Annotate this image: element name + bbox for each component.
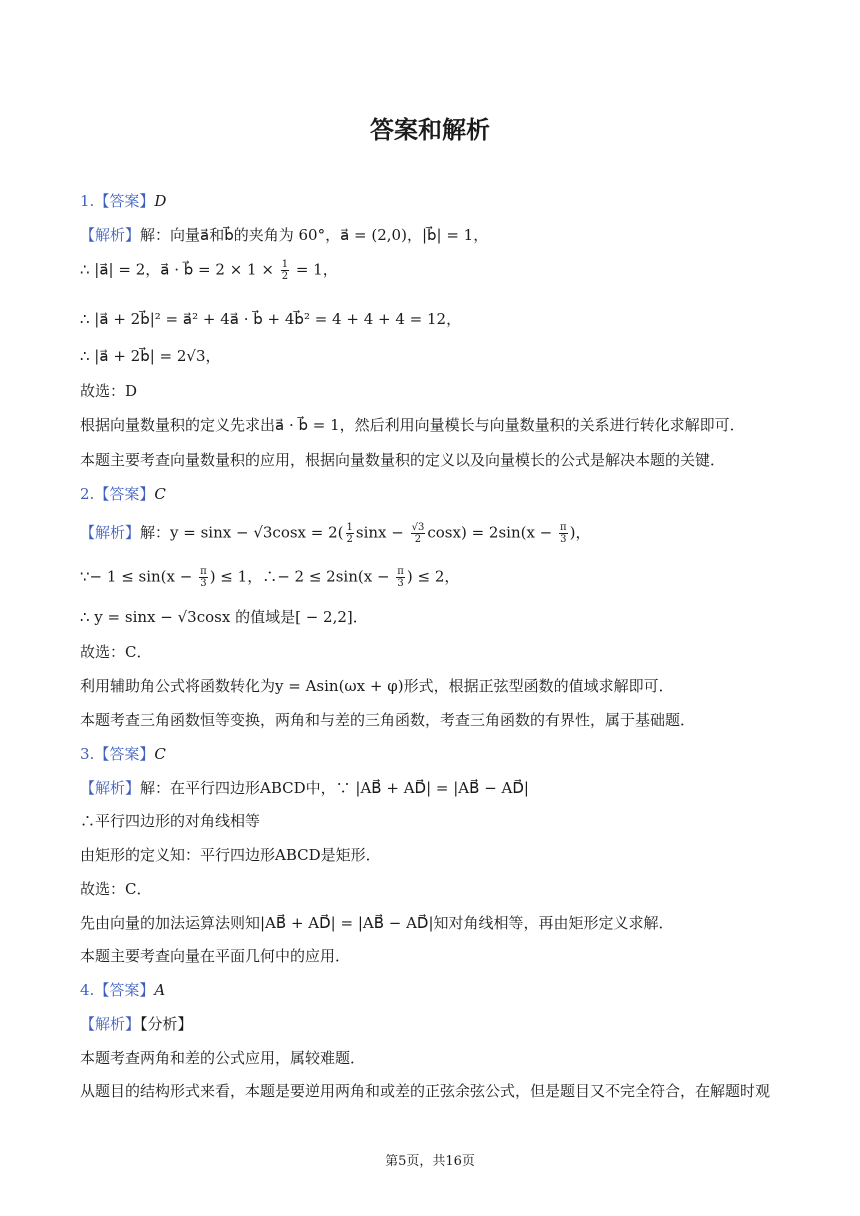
q1-analysis-line6: 根据向量数量积的定义先求出a⃗ · b⃗ = 1，然后利用向量模长与向量数量积的关系进行转化求解即可． xyxy=(80,416,745,434)
page-title: 答案和解析 xyxy=(370,116,490,144)
q2-frac2-den: 2 xyxy=(414,534,422,545)
q3-analysis-line6: 本题主要考查向量在平面几何中的应用． xyxy=(80,947,351,965)
q2-text-1b: sinx − xyxy=(355,523,409,542)
q3-answer: C xyxy=(154,745,166,763)
q2-fraction-3 xyxy=(559,522,568,545)
q4-analysis-line2: 本题考查两角和差的公式应用，属较难题． xyxy=(80,1049,366,1067)
q4-analysis-line1 xyxy=(80,1014,193,1034)
q2-frac4-den: 3 xyxy=(200,578,207,589)
q1-frac-num: 1 xyxy=(281,259,289,270)
q3-number: 3. xyxy=(80,745,95,763)
q3-text-1: 解：在平行四边形ABCD中，∵ |AB⃗ + AD⃗| = |AB⃗ − AD⃗| xyxy=(140,779,529,797)
q4-answer-tag: 【答案】 xyxy=(94,981,155,999)
q2-analysis-line6: 本题考查三角函数恒等变换，两角和与差的三角函数，考查三角函数的有界性，属于基础题． xyxy=(80,711,696,729)
q2-answer-tag: 【答案】 xyxy=(94,485,155,503)
q2-fraction-2 xyxy=(411,522,426,545)
q3-analysis-line4: 故选：C． xyxy=(80,880,152,898)
q2-analysis-line5: 利用辅助角公式将函数转化为y = Asin(ωx + φ)形式，根据正弦型函数的值域求解即可． xyxy=(80,677,674,695)
q4-answer: A xyxy=(154,981,166,999)
q3-analysis-line2: ∴平行四边形的对角线相等 xyxy=(80,812,261,830)
q1-fraction xyxy=(281,259,289,282)
q2-frac4-num: π xyxy=(200,566,207,577)
q3-analysis-line3: 由矩形的定义知：平行四边形ABCD是矩形． xyxy=(80,846,381,864)
q1-analysis-line1 xyxy=(80,225,488,245)
q3-analysis-line1 xyxy=(80,778,529,798)
q1-text-2: ∴ |a⃗| = 2，a⃗ · b⃗ = 2 × 1 × xyxy=(80,260,279,279)
q2-text-1d: )， xyxy=(569,523,591,542)
q1-analysis-line5: 故选：D xyxy=(80,382,138,400)
q1-text-2-end: = 1， xyxy=(291,260,338,279)
q2-analysis-line3: ∴ y = sinx − √3cosx 的值域是[ − 2,2]． xyxy=(80,608,368,626)
q3-answer-tag: 【答案】 xyxy=(94,745,155,763)
q2-frac2-num: √3 xyxy=(411,522,425,533)
q2-answer: C xyxy=(154,485,166,503)
q2-fraction-4 xyxy=(199,566,208,589)
q3-answer-line xyxy=(80,744,166,764)
q1-number: 1. xyxy=(80,192,95,210)
q3-analysis-line5: 先由向量的加法运算法则知|AB⃗ + AD⃗| = |AB⃗ − AD⃗|知对角线相等，再由矩形定义求解． xyxy=(80,914,674,932)
q2-frac1-num: 1 xyxy=(346,522,353,533)
q2-frac5-den: 3 xyxy=(397,578,404,589)
q1-answer-line xyxy=(80,191,166,211)
q2-frac5-num: π xyxy=(397,566,404,577)
q2-number: 2. xyxy=(80,485,95,503)
q1-answer: D xyxy=(154,192,167,210)
q1-analysis-line2 xyxy=(80,259,338,282)
q1-analysis-line4: ∴ |a⃗ + 2b⃗| = 2√3， xyxy=(80,347,221,365)
q1-answer-tag: 【答案】 xyxy=(94,192,155,210)
q2-text-2a: ∵− 1 ≤ sin(x − xyxy=(80,567,198,586)
q2-analysis-tag: 【解析】 xyxy=(80,523,141,542)
q2-analysis-line4: 故选：C． xyxy=(80,643,152,661)
q4-analysis-line3: 从题目的结构形式来看，本题是要逆用两角和或差的正弦余弦公式，但是题目又不完全符合，在解题时观 xyxy=(80,1082,771,1100)
q4-number: 4. xyxy=(80,981,95,999)
page-footer: 第5页，共16页 xyxy=(385,1154,475,1169)
q2-frac1-den: 2 xyxy=(346,534,353,545)
q4-analysis-tag: 【解析】 xyxy=(80,1015,141,1033)
q4-text-1: 【分析】 xyxy=(140,1015,193,1033)
q2-answer-line xyxy=(80,484,166,504)
q2-fraction-5 xyxy=(396,566,405,589)
q2-text-1a: 解：y = sinx − √3cosx = 2( xyxy=(140,523,344,542)
q3-analysis-tag: 【解析】 xyxy=(80,779,141,797)
q2-analysis-line1 xyxy=(80,522,590,545)
q2-fraction-1 xyxy=(346,522,354,545)
q1-frac-den: 2 xyxy=(281,271,289,282)
q2-frac3-num: π xyxy=(560,522,567,533)
q2-analysis-line2 xyxy=(80,566,459,589)
q2-frac3-den: 3 xyxy=(560,534,567,545)
q2-text-2c: ) ≤ 2， xyxy=(406,567,460,586)
q2-text-2b: ) ≤ 1，∴− 2 ≤ 2sin(x − xyxy=(209,567,395,586)
q2-text-1c: cosx) = 2sin(x − xyxy=(427,523,558,542)
q1-analysis-line3: ∴ |a⃗ + 2b⃗|² = a⃗² + 4a⃗ · b⃗ + 4b⃗² = 4 + 4 + 4 = 12， xyxy=(80,310,462,328)
q1-analysis-line7: 本题主要考查向量数量积的应用，根据向量数量积的定义以及向量模长的公式是解决本题的关键． xyxy=(80,451,726,469)
q1-analysis-tag: 【解析】 xyxy=(80,226,141,244)
q4-answer-line xyxy=(80,980,165,1000)
q1-text-1: 解：向量a⃗和b⃗的夹角为 60°，a⃗ = (2,0)，|b⃗| = 1， xyxy=(140,226,489,244)
